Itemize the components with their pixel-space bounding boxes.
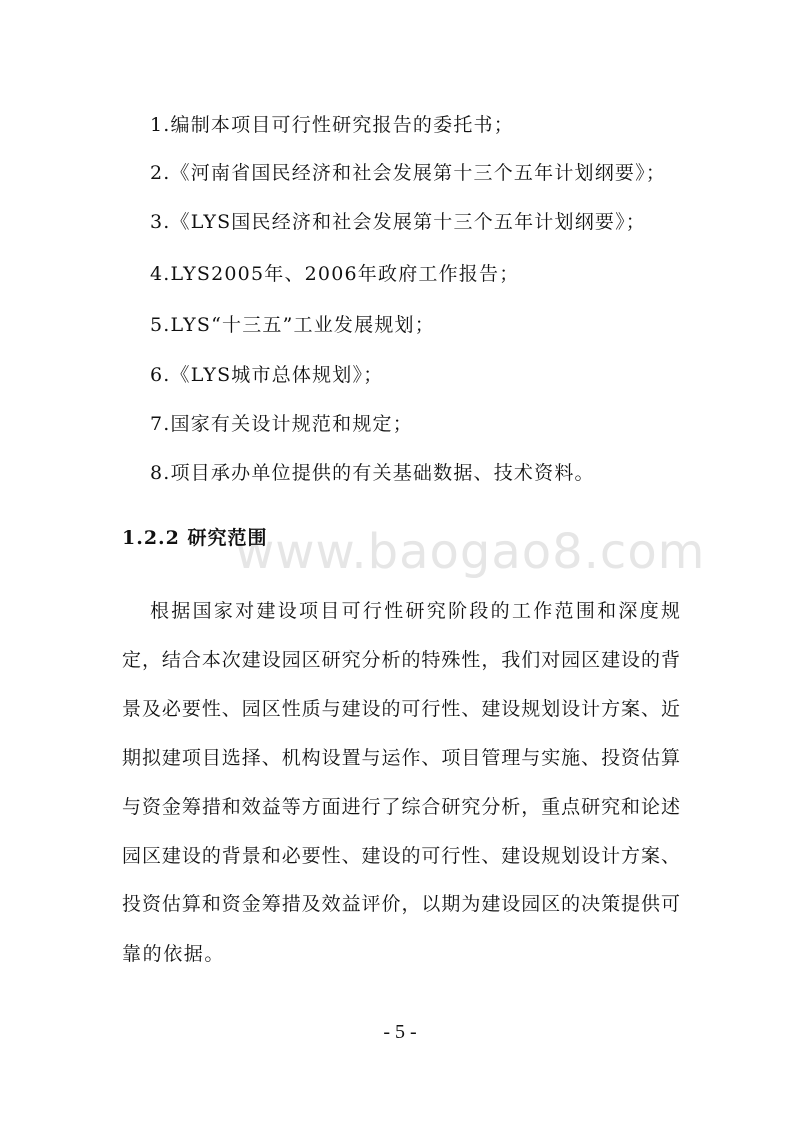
list-item: 1.编制本项目可行性研究报告的委托书；: [150, 114, 514, 136]
page-number: - 5 -: [383, 1021, 417, 1043]
list-item: 4.LYS2005年、2006年政府工作报告；: [150, 263, 520, 285]
paragraph-line: 期拟建项目选择、机构设置与运作、项目管理与实施、投资估算: [122, 747, 680, 769]
list-item: 6.《LYS城市总体规划》；: [150, 364, 384, 386]
paragraph-line: 定，结合本次建设园区研究分析的特殊性，我们对园区建设的背: [122, 649, 680, 671]
list-item: 7.国家有关设计规范和规定；: [150, 413, 413, 435]
list-item: 3.《LYS国民经济和社会发展第十三个五年计划纲要》；: [150, 211, 646, 233]
paragraph-line: 根据国家对建设项目可行性研究阶段的工作范围和深度规: [150, 600, 680, 622]
paragraph-line: 景及必要性、园区性质与建设的可行性、建设规划设计方案、近: [122, 698, 680, 720]
paragraph-line: 投资估算和资金筹措及效益评价，以期为建设园区的决策提供可: [122, 893, 680, 915]
list-item: 5.LYS“十三五”工业发展规划；: [150, 314, 435, 336]
list-item: 2.《河南省国民经济和社会发展第十三个五年计划纲要》；: [150, 162, 667, 184]
paragraph-line: 园区建设的背景和必要性、建设的可行性、建设规划设计方案、: [122, 845, 680, 867]
watermark: www.baogao8.com: [235, 524, 706, 580]
list-item: 8.项目承办单位提供的有关基础数据、技术资料。: [150, 462, 595, 484]
paragraph-line: 与资金筹措和效益等方面进行了综合研究分析，重点研究和论述: [122, 796, 680, 818]
paragraph-line: 靠的依据。: [122, 943, 226, 965]
section-heading: 1.2.2 研究范围: [122, 527, 268, 549]
